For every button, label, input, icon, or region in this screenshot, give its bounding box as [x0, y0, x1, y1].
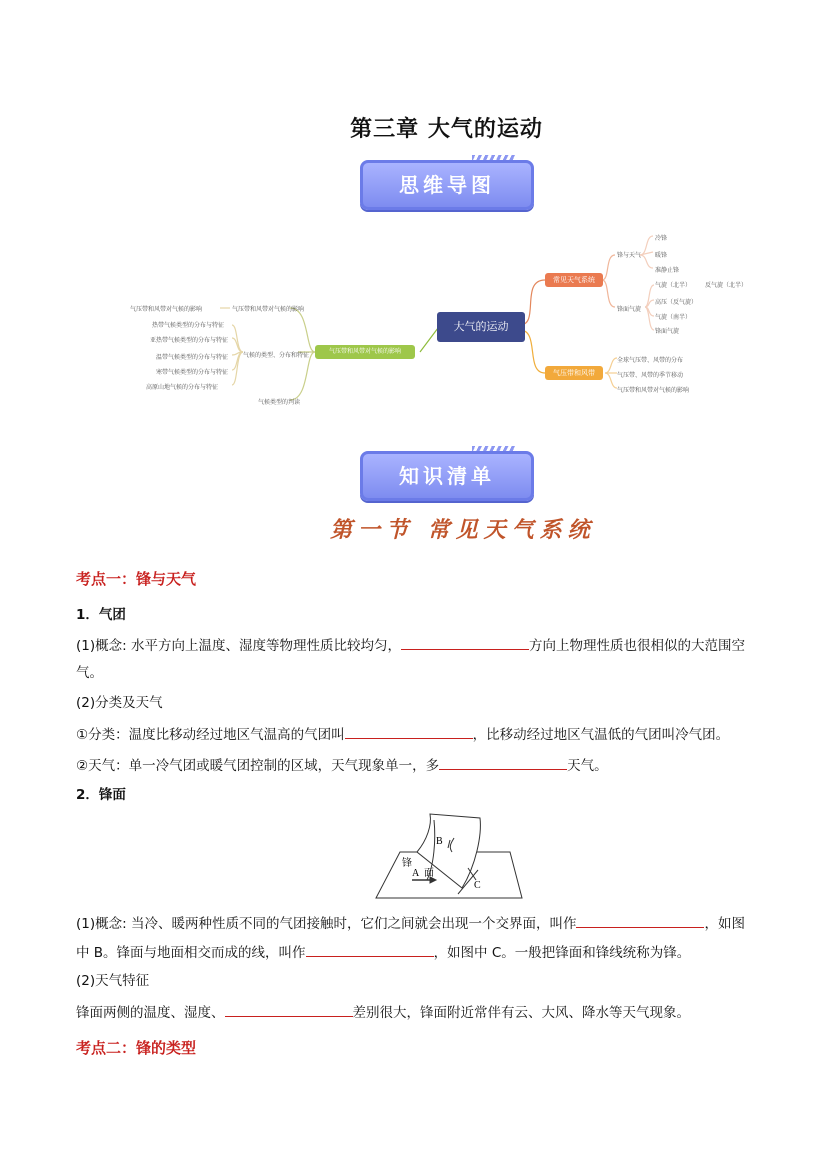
paragraph: 气。	[76, 665, 103, 681]
front-diagram	[372, 810, 532, 902]
mindmap-leaf: 热带气候类型的分布与特征	[152, 322, 225, 329]
text-span: ，比移动经过地区气温低的气团叫冷气团。	[472, 727, 730, 743]
paragraph	[76, 724, 729, 744]
mindmap-leaf: 温带气候类型的分布与特征	[156, 354, 229, 361]
paragraph	[76, 755, 608, 775]
paragraph	[76, 1002, 690, 1022]
paragraph: (2)天气特征	[76, 973, 150, 989]
label-feng: 锋	[402, 858, 412, 869]
mindmap-banner: 思维导图	[360, 160, 534, 210]
fill-blank[interactable]	[345, 724, 473, 739]
fill-blank[interactable]	[576, 913, 704, 928]
mindmap-leaf: 锋面气旋	[617, 306, 642, 313]
mindmap-node-climate: 气压带和风带对气候的影响	[315, 345, 415, 359]
mindmap-leaf: 准静止锋	[655, 267, 680, 274]
fill-blank[interactable]	[306, 942, 434, 957]
fill-blank[interactable]	[439, 755, 567, 770]
paragraph: 1．气团	[76, 607, 126, 623]
text-span: 锋面两侧的温度、湿度、	[76, 1005, 225, 1021]
mindmap-leaf: 气压带和风带对气候的影响	[232, 306, 305, 313]
mindmap-node-pressure: 气压带和风带	[545, 366, 603, 380]
text-span: 中 B。锋面与地面相交而成的线，叫作	[76, 945, 306, 961]
paragraph: (2)分类及天气	[76, 695, 163, 711]
mindmap-leaf: 锋面气旋	[655, 328, 680, 335]
mindmap-leaf: 气压带、风带的季节移动	[617, 372, 684, 379]
label-mian: 面	[424, 868, 434, 879]
mindmap-node-weather: 常见天气系统	[545, 273, 603, 287]
knowledge-banner: 知识清单	[360, 451, 534, 501]
paragraph: 2．锋面	[76, 787, 126, 803]
text-span: (1)概念: 当冷、暖两种性质不同的气团接触时，它们之间就会出现一个交界面，叫作	[76, 916, 577, 932]
text-span: ，如图	[704, 916, 745, 932]
label-b: B	[436, 836, 443, 847]
page-title: 第三章 大气的运动	[350, 116, 543, 142]
fill-blank[interactable]	[401, 635, 529, 650]
text-span: (1)概念: 水平方向上温度、湿度等物理性质比较均匀，	[76, 638, 401, 654]
mindmap-leaf: 气压带和风带对气候的影响	[617, 387, 690, 394]
mindmap-leaf: 锋与天气	[617, 252, 642, 259]
mindmap-leaf: 气候的类型、分布和特征	[243, 352, 310, 359]
mindmap-leaf: 暖锋	[655, 252, 668, 259]
paragraph	[76, 635, 745, 655]
text-span: ①分类：温度比移动经过地区气温高的气团叫	[76, 727, 345, 743]
section-title: 第一节 常见天气系统	[330, 517, 596, 543]
kp1-heading: 考点一：锋与天气	[76, 570, 197, 588]
text-span: ，如图中 C。一般把锋面和锋线统称为锋。	[433, 945, 691, 961]
mindmap-leaf: 高压（反气旋）	[655, 299, 698, 306]
label-c: C	[474, 880, 481, 891]
mindmap-leaf: 亚热带气候类型的分布与特征	[150, 337, 229, 344]
text-span: 差别很大，锋面附近常伴有云、大风、降水等天气现象。	[352, 1005, 690, 1021]
mindmap-leaf: 气压带和风带对气候的影响	[130, 306, 203, 313]
mindmap-leaf: 反气旋（北半）	[705, 282, 748, 289]
kp2-heading: 考点二：锋的类型	[76, 1039, 197, 1057]
mindmap-leaf: 气旋（北半）	[655, 282, 692, 289]
text-span: ②天气：单一冷气团或暖气团控制的区域，天气现象单一，多	[76, 758, 440, 774]
mindmap-leaf: 气候类型的判读	[258, 399, 301, 406]
text-span: 天气。	[567, 758, 608, 774]
mindmap-leaf: 全球气压带、风带的分布	[617, 357, 684, 364]
fill-blank[interactable]	[225, 1002, 353, 1017]
mindmap-leaf: 冷锋	[655, 235, 668, 242]
mindmap-leaf: 寒带气候类型的分布与特征	[156, 369, 229, 376]
mindmap-leaf: 高原山地气候的分布与特征	[146, 384, 219, 391]
mindmap-center: 大气的运动	[437, 312, 525, 342]
paragraph	[76, 913, 745, 933]
text-span: 方向上物理性质也很相似的大范围空	[528, 638, 745, 654]
paragraph	[76, 942, 690, 962]
mindmap-leaf: 气旋（南半）	[655, 314, 692, 321]
label-a: A	[412, 868, 420, 879]
